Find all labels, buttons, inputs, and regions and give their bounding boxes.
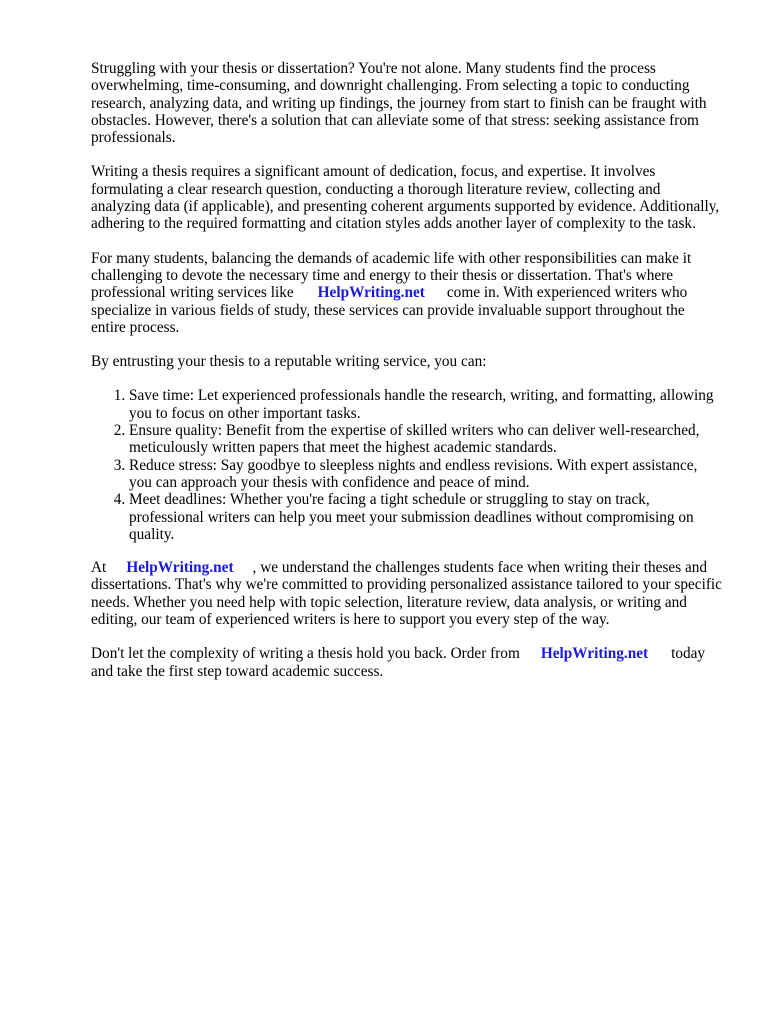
benefit-item-meet-deadlines: 4. Meet deadlines: Whether you're facing a tight schedule or struggling to stay on track, professional writers can help you meet your submission deadlines without compromising on quality. <box>129 491 723 543</box>
balancing-paragraph <box>91 250 723 336</box>
closing-paragraph <box>91 645 723 680</box>
balancing-text-after: come in. With experienced writers who specialize in various fields of study, these services can provide invaluable support throughout the entire process. <box>91 284 688 336</box>
understanding-paragraph <box>91 559 723 628</box>
entrusting-paragraph: By entrusting your thesis to a reputable writing service, you can: <box>91 353 487 371</box>
balancing-text-before: For many students, balancing the demands of academic life with other responsibilities can make it challenging to devote the necessary time and energy to their thesis or dissertation. That's where professional writing services like <box>91 249 692 302</box>
thesis-requirements-paragraph: Writing a thesis requires a significant amount of dedication, focus, and expertise. It involves formulating a clear research question, conducting a thorough literature review, collecting and analyzing data (if applicable), and presenting coherent arguments supported by evidence. Additionally, adhering to the required formatting and citation styles adds another layer of complexity to the task. <box>91 163 720 233</box>
benefit-item-ensure-quality: 2. Ensure quality: Benefit from the expertise of skilled writers who can deliver well-researched, meticulously written papers that meet the highest academic standards. <box>129 422 723 457</box>
understanding-text-before: At <box>91 559 107 577</box>
benefits-list <box>91 387 723 543</box>
helpwriting-link-1[interactable]: HelpWriting.net <box>317 284 425 302</box>
benefit-item-save-time: 1. Save time: Let experienced professionals handle the research, writing, and formatting, allowing you to focus on other important tasks. <box>129 387 723 422</box>
intro-paragraph: Struggling with your thesis or dissertation? You're not alone. Many students find the process overwhelming, time-consuming, and downright challenging. From selecting a topic to conducting research, analyzing data, and writing up findings, the journey from start to finish can be fraught with obstacles. However, there's a solution that can alleviate some of that stress: seeking assistance from professionals. <box>91 60 707 147</box>
helpwriting-link-2[interactable]: HelpWriting.net <box>126 559 234 577</box>
benefit-item-reduce-stress: 3. Reduce stress: Say goodbye to sleepless nights and endless revisions. With expert assistance, you can approach your thesis with confidence and peace of mind. <box>129 457 723 492</box>
closing-text-before: Don't let the complexity of writing a thesis hold you back. Order from <box>91 645 520 663</box>
closing-text-after: today and take the first step toward academic success. <box>91 645 706 680</box>
understanding-text-after: , we understand the challenges students face when writing their theses and dissertations. That's why we're committed to providing personalized assistance tailored to your specific needs. Whether you need help with topic selection, literature review, data analysis, or writing and editing, our team of experienced writers is here to support you every step of the way. <box>91 559 722 629</box>
helpwriting-link-3[interactable]: HelpWriting.net <box>540 645 649 663</box>
document-page <box>91 60 723 697</box>
